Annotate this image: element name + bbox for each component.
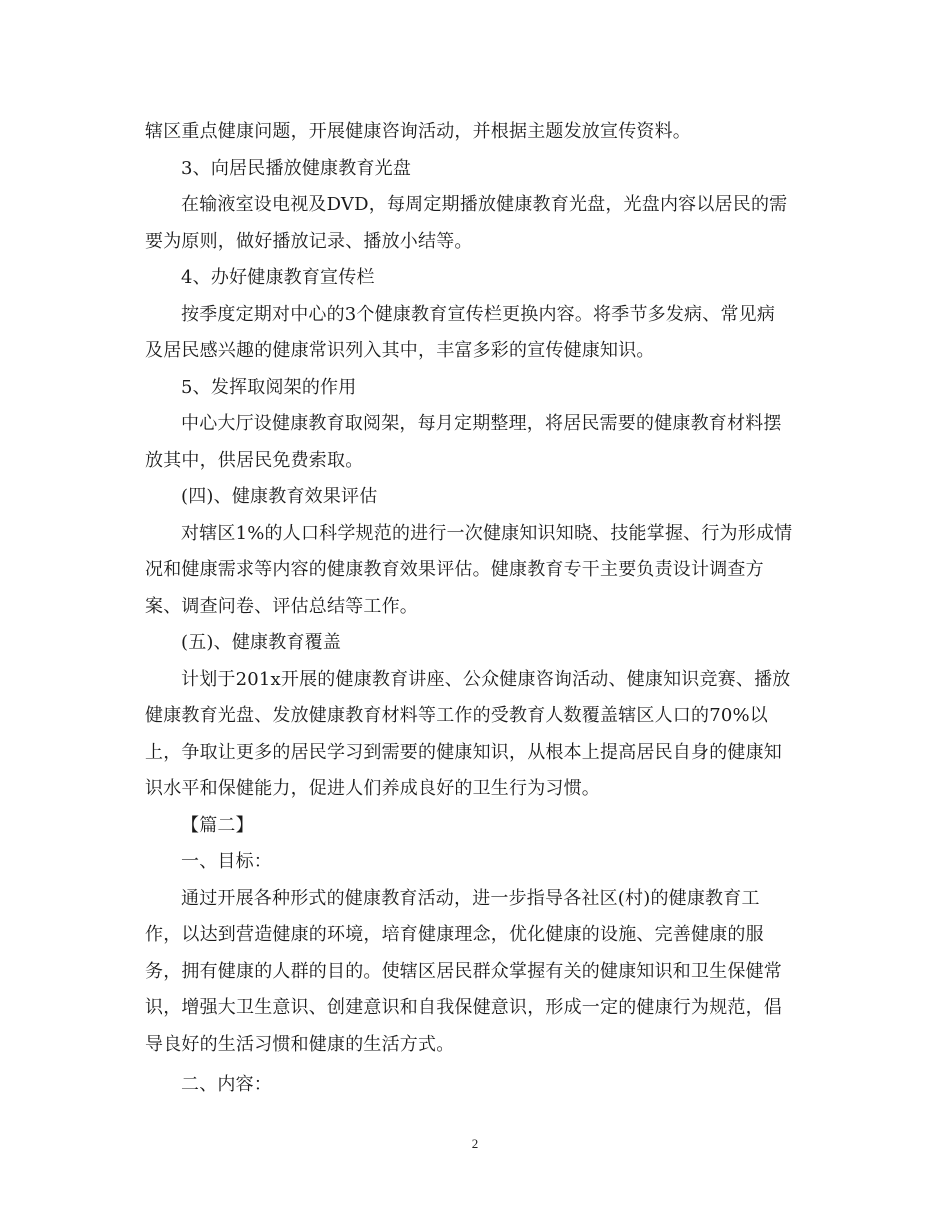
text-line: 通过开展各种形式的健康教育活动，进一步指导各社区(村)的健康教育工 [181,887,760,909]
text-line: (四)、健康教育效果评估 [181,486,378,507]
text-line: 识，增强大卫生意识、创建意识和自我保健意识，形成一定的健康行为规范，倡 [145,997,782,1018]
text-line: 案、调查问卷、评估总结等工作。 [145,595,418,617]
page-number: 2 [471,1136,479,1151]
text-line: 及居民感兴趣的健康常识列入其中，丰富多彩的宣传健康知识。 [145,340,655,361]
document-body [145,114,809,1103]
text-line: 在输液室设电视及DVD，每周定期播放健康教育光盘，光盘内容以居民的需 [181,194,788,215]
text-line: 一、目标： [181,851,272,872]
text-line: 计划于201x开展的健康教育讲座、公众健康咨询活动、健康知识竞赛、播放 [181,668,791,690]
text-line: 要为原则，做好播放记录、播放小结等。 [145,230,473,252]
text-line: 健康教育光盘、发放健康教育材料等工作的受教育人数覆盖辖区人口的70%以 [145,705,769,726]
text-line: 4、办好健康教育宣传栏 [181,267,375,288]
text-line: 辖区重点健康问题，开展健康咨询活动，并根据主题发放宣传资料。 [145,121,691,142]
text-line: 放其中，供居民免费索取。 [145,449,364,471]
text-line: 二、内容： [181,1073,272,1095]
text-line: 5、发挥取阅架的作用 [181,376,357,398]
text-line: 况和健康需求等内容的健康教育效果评估。健康教育专干主要负责设计调查方 [145,559,764,580]
text-line: 3、向居民播放健康教育光盘 [181,157,412,179]
text-line: 上，争取让更多的居民学习到需要的健康知识，从根本上提高居民自身的健康知 [145,741,782,763]
text-line: 作，以达到营造健康的环境，培育健康理念，优化健康的设施、完善健康的服 [145,924,764,945]
text-line: 中心大厅设健康教育取阅架，每月定期整理，将居民需要的健康教育材料摆 [181,413,782,434]
text-line: 务，拥有健康的人群的目的。使辖区居民群众掌握有关的健康知识和卫生保健常 [145,960,782,982]
text-line: 按季度定期对中心的3个健康教育宣传栏更换内容。将季节多发病、常见病 [181,303,776,325]
text-line: (五)、健康教育覆盖 [181,632,342,653]
text-line: 对辖区1%的人口科学规范的进行一次健康知识知晓、技能掌握、行为形成情 [181,522,793,544]
text-line: 【篇二】 [181,814,254,836]
text-line: 导良好的生活习惯和健康的生活方式。 [145,1033,455,1055]
text-line: 识水平和保健能力，促进人们养成良好的卫生行为习惯。 [145,778,600,799]
